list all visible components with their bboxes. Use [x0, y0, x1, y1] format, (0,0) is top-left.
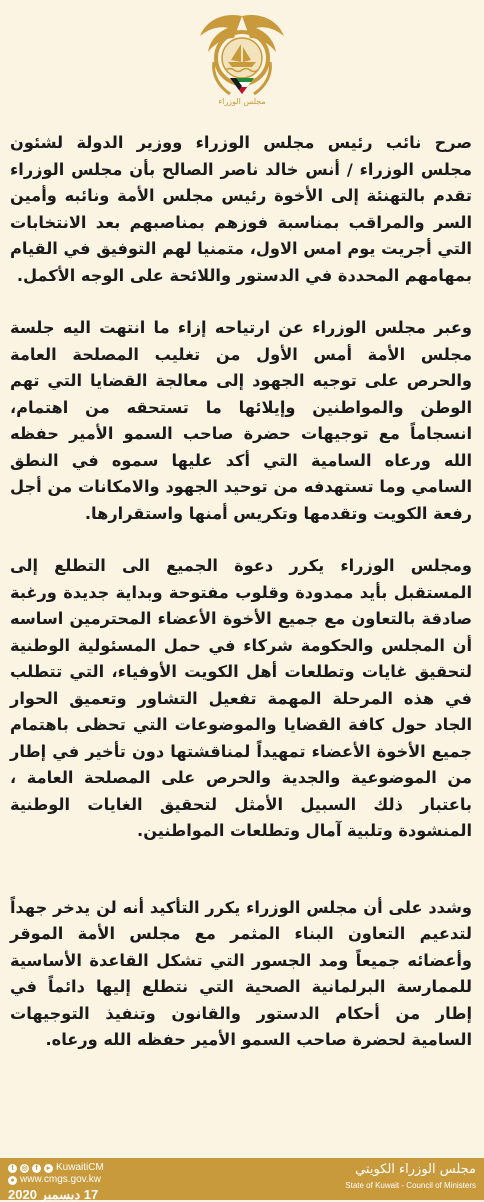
paragraph-4: وشدد على أن مجلس الوزراء يكرر التأكيد أنه لن يدخر جهداً لتدعيم التعاون البناء المثمر مع مجلس الأمة الموقر وأعضائه جميعاً ومد الجسور التي تشكل القاعدة الأساسية للممارسة البرلمانية الصحية التي نتطلع إليها دائماً في إطار من أحكام الدستور والقانون وتنفيذ التوجيهات السامية لحضرة صاحب السمو الأمير حفظه الله ورعاه. [10, 897, 472, 1049]
paragraph-3: ومجلس الوزراء يكرر دعوة الجميع الى التطلع إلى المستقبل بأيد ممدودة وقلوب مفتوحة وبداية جديدة ورغبة صادقة بالتعاون مع جميع الأخوة الأعضاء المحترمين اساسه أن المجلس والحكومة شركاء في حمل المسئولية الوطنية لتحقيق غايات وتطلعات أهل الكويت الأوفياء، التي تتطلب في هذه المرحلة المهمة تفعيل التشاور وتعميق الحوار الجاد حول كافة القضايا والموضوعات التي تحظى باهتمام جميع الأخوة الأعضاء تمهيداً لمناقشتها دون تأخير في إطار من الموضوعية والجدية والحرص على المصلحة العامة ، باعتبار ذلك السبيل الأمثل لتحقيق الغايات الوطنية المنشودة وتلبية آمال وتطلعات المواطنين. [10, 556, 472, 840]
council-emblem [190, 10, 294, 106]
facebook-icon: f [32, 1164, 41, 1173]
website-row[interactable] [8, 1174, 104, 1186]
statement-date: 17 ديسمبر 2020 [8, 1187, 99, 1202]
footer-org [316, 1161, 476, 1191]
twitter-icon: t [8, 1164, 17, 1173]
footer-contact [8, 1162, 104, 1201]
statement-body [10, 130, 472, 1054]
kuwait-emblem-icon [190, 10, 294, 106]
org-name-arabic: مجلس الوزراء الكويتي [355, 1162, 476, 1177]
paragraph-1: صرح نائب رئيس مجلس الوزراء ووزير الدولة لشئون مجلس الوزراء / أنس خالد ناصر الصالح بأن مجلس الوزراء تقدم بالتهنئة إلى الأخوة رئيس مجلس الأمة ونائبه وأمين السر والمراقب بمناسبة فوزهم بمناصبهم بعد الانتخابات التي أجريت يوم امس الاول، متمنيا لهم التوفيق في القيام بمهامهم المحددة في الدستور واللائحة على الوجه الأكمل. [10, 133, 472, 285]
youtube-icon: ▸ [44, 1164, 53, 1173]
globe-icon: ● [8, 1176, 17, 1185]
paragraph-2: وعبر مجلس الوزراء عن ارتياحه إزاء ما انتهت اليه جلسة مجلس الأمة أمس الأول من تغليب المصلحة العامة والحرص على توجيه الجهود إلى معالجة القضايا التي تهم الوطن والمواطنين وإيلائها ما تستحقه من اهتمام، انسجاماً مع توجيهات حضرة صاحب السمو الأمير حفظه الله ورعاه السامية التي أكد عليها سموه في النطق السامي وما تستهدفه من توحيد الجهود والامكانات من أجل رفعة الكويت وتقدمها وتكريس أمنها واستقرارها. [10, 318, 472, 523]
org-name-english: State of Kuwait - Council of Ministers [345, 1181, 476, 1190]
twitter-handle: KuwaitiCM [56, 1162, 104, 1173]
website-link[interactable]: www.cmgs.gov.kw [20, 1174, 101, 1185]
twitter-row[interactable] [8, 1162, 104, 1174]
instagram-icon: ◎ [21, 1164, 28, 1172]
footer-bar [0, 1158, 484, 1200]
svg-text:مجلس الوزراء: مجلس الوزراء [218, 97, 266, 106]
